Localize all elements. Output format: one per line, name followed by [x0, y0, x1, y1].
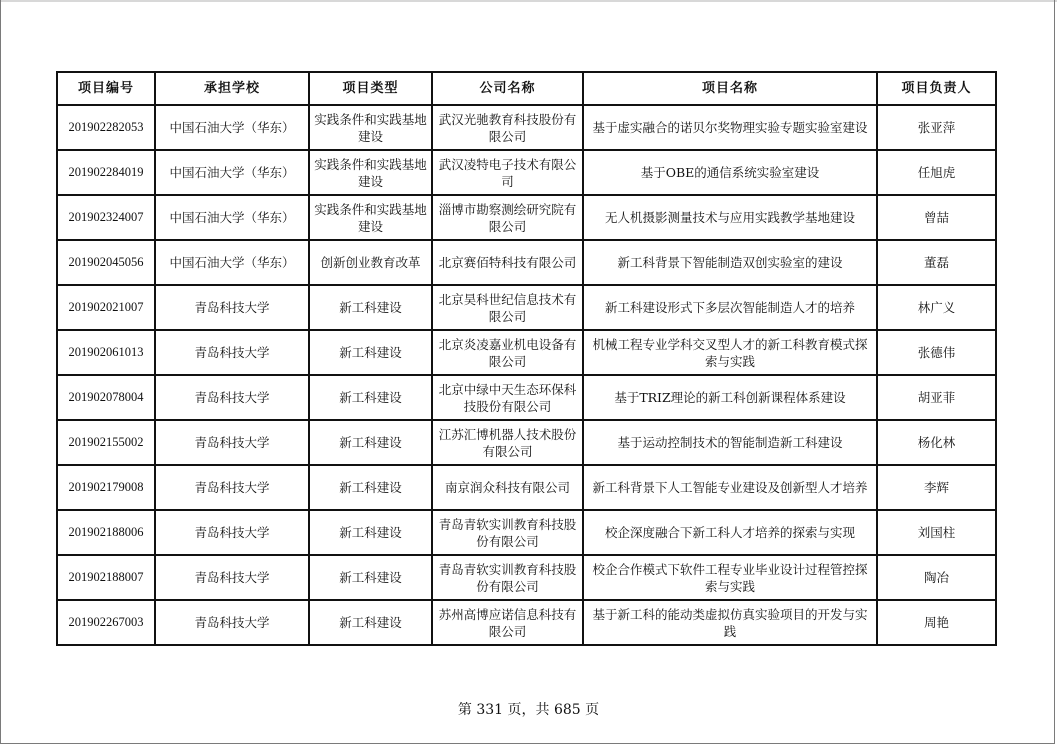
cell-project-id: 201902078004 [57, 375, 155, 420]
cell-project-name: 校企深度融合下新工科人才培养的探索与实现 [583, 510, 877, 555]
cell-project-type: 新工科建设 [309, 420, 432, 465]
cell-leader: 陶冶 [877, 555, 996, 600]
cell-school: 中国石油大学（华东） [155, 240, 309, 285]
cell-project-type: 实践条件和实践基地建设 [309, 105, 432, 150]
cell-school: 中国石油大学（华东） [155, 195, 309, 240]
cell-project-type: 新工科建设 [309, 375, 432, 420]
cell-leader: 刘国柱 [877, 510, 996, 555]
cell-project-name: 新工科背景下智能制造双创实验室的建设 [583, 240, 877, 285]
cell-leader: 董磊 [877, 240, 996, 285]
table-row [57, 420, 996, 465]
cell-project-id: 201902179008 [57, 465, 155, 510]
cell-school: 青岛科技大学 [155, 330, 309, 375]
cell-school: 青岛科技大学 [155, 600, 309, 645]
table-row [57, 330, 996, 375]
cell-leader: 张亚萍 [877, 105, 996, 150]
cell-company: 北京赛佰特科技有限公司 [432, 240, 583, 285]
cell-school: 青岛科技大学 [155, 510, 309, 555]
table-row [57, 555, 996, 600]
cell-leader: 任旭虎 [877, 150, 996, 195]
header-project-type: 项目类型 [309, 72, 432, 105]
cell-project-id: 201902282053 [57, 105, 155, 150]
cell-company: 淄博市勘察测绘研究院有限公司 [432, 195, 583, 240]
table-row [57, 240, 996, 285]
cell-project-name: 校企合作模式下软件工程专业毕业设计过程管控探索与实践 [583, 555, 877, 600]
cell-school: 中国石油大学（华东） [155, 105, 309, 150]
cell-leader: 林广义 [877, 285, 996, 330]
cell-project-id: 201902188006 [57, 510, 155, 555]
cell-project-id: 201902045056 [57, 240, 155, 285]
cell-school: 青岛科技大学 [155, 420, 309, 465]
cell-project-name: 基于OBE的通信系统实验室建设 [583, 150, 877, 195]
cell-project-type: 新工科建设 [309, 330, 432, 375]
cell-school: 青岛科技大学 [155, 285, 309, 330]
cell-project-type: 新工科建设 [309, 465, 432, 510]
cell-school: 中国石油大学（华东） [155, 150, 309, 195]
table-row [57, 375, 996, 420]
cell-project-name: 基于TRIZ理论的新工科创新课程体系建设 [583, 375, 877, 420]
cell-project-name: 新工科建设形式下多层次智能制造人才的培养 [583, 285, 877, 330]
cell-company: 北京中绿中天生态环保科技股份有限公司 [432, 375, 583, 420]
cell-project-type: 实践条件和实践基地建设 [309, 195, 432, 240]
cell-leader: 李辉 [877, 465, 996, 510]
cell-project-type: 新工科建设 [309, 285, 432, 330]
cell-project-name: 基于虚实融合的诺贝尔奖物理实验专题实验室建设 [583, 105, 877, 150]
cell-company: 北京昊科世纪信息技术有限公司 [432, 285, 583, 330]
cell-company: 苏州高博应诺信息科技有限公司 [432, 600, 583, 645]
cell-company: 武汉光驰教育科技股份有限公司 [432, 105, 583, 150]
cell-project-id: 201902324007 [57, 195, 155, 240]
cell-school: 青岛科技大学 [155, 465, 309, 510]
cell-project-type: 新工科建设 [309, 510, 432, 555]
cell-project-type: 新工科建设 [309, 555, 432, 600]
page-number: 第 331 页，共 685 页 [457, 702, 600, 718]
table-header-row [57, 72, 996, 105]
header-project-id: 项目编号 [57, 72, 155, 105]
cell-project-name: 新工科背景下人工智能专业建设及创新型人才培养 [583, 465, 877, 510]
table-row [57, 465, 996, 510]
table-row [57, 285, 996, 330]
header-project-name: 项目名称 [583, 72, 877, 105]
table-row [57, 150, 996, 195]
cell-project-id: 201902284019 [57, 150, 155, 195]
projects-table [56, 71, 997, 646]
cell-company: 南京润众科技有限公司 [432, 465, 583, 510]
cell-company: 武汉凌特电子技术有限公司 [432, 150, 583, 195]
cell-company: 青岛青软实训教育科技股份有限公司 [432, 555, 583, 600]
cell-project-id: 201902061013 [57, 330, 155, 375]
header-leader: 项目负责人 [877, 72, 996, 105]
cell-company: 江苏汇博机器人技术股份有限公司 [432, 420, 583, 465]
cell-project-name: 无人机摄影测量技术与应用实践教学基地建设 [583, 195, 877, 240]
cell-project-name: 基于运动控制技术的智能制造新工科建设 [583, 420, 877, 465]
cell-school: 青岛科技大学 [155, 375, 309, 420]
table-row [57, 510, 996, 555]
cell-project-name: 机械工程专业学科交叉型人才的新工科教育模式探索与实践 [583, 330, 877, 375]
cell-leader: 周艳 [877, 600, 996, 645]
cell-leader: 杨化林 [877, 420, 996, 465]
header-school: 承担学校 [155, 72, 309, 105]
cell-company: 北京炎凌嘉业机电设备有限公司 [432, 330, 583, 375]
cell-project-type: 新工科建设 [309, 600, 432, 645]
cell-project-id: 201902021007 [57, 285, 155, 330]
table-row [57, 195, 996, 240]
cell-project-id: 201902188007 [57, 555, 155, 600]
cell-project-name: 基于新工科的能动类虚拟仿真实验项目的开发与实践 [583, 600, 877, 645]
cell-leader: 曾喆 [877, 195, 996, 240]
header-company: 公司名称 [432, 72, 583, 105]
cell-project-type: 创新创业教育改革 [309, 240, 432, 285]
cell-project-id: 201902267003 [57, 600, 155, 645]
cell-company: 青岛青软实训教育科技股份有限公司 [432, 510, 583, 555]
table-body [57, 105, 996, 645]
cell-school: 青岛科技大学 [155, 555, 309, 600]
cell-project-type: 实践条件和实践基地建设 [309, 150, 432, 195]
table-row [57, 105, 996, 150]
cell-leader: 胡亚菲 [877, 375, 996, 420]
table-row [57, 600, 996, 645]
cell-project-id: 201902155002 [57, 420, 155, 465]
cell-leader: 张德伟 [877, 330, 996, 375]
